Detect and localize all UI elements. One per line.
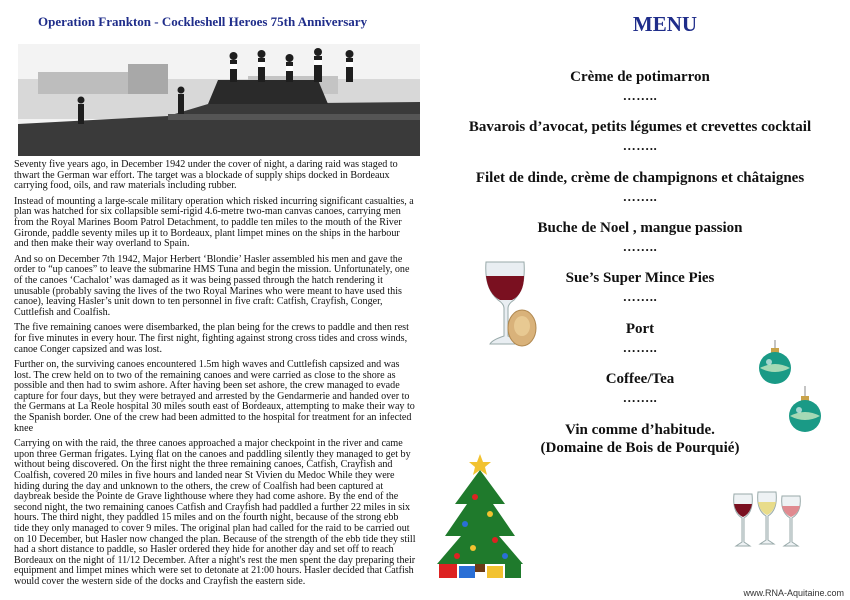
story-paragraph: Further on, the surviving canoes encountered 1.5m high waves and Cuttlefish capsized and was lost. The crew held on to two of the remaining canoes and were carried as close to the shore as possible and then had to swim ashore. After having been set ashore, the crew managed to evade capture for four days, but they were betrayed and arrested by the Gendarmerie and handed over to the Germans at La Reole hospital 30 miles south east of Bordeaux, attempting to make their way to the Spanish border. One of the crew had been admitted to the hospital for treatment for an infected knee [14, 359, 415, 434]
menu-course: Bavarois d’avocat, petits légumes et crevettes cocktail [468, 119, 812, 135]
story-paragraph: Instead of mounting a large-scale military operation which risked incurring significant casualties, a plan was hatched for six collapsible semi-rigid 4.6-metre two-man canvas canoes, carrying men from the Royal Marines Boom Patrol Detachment, to paddle ten miles to the mouth of the River Gironde, paddle seventy miles up it to Bordeaux, plant limpet mines on the ships in the harbour and then make their way overland to Spain. [14, 195, 414, 250]
menu-title: MENU [632, 12, 698, 36]
story-paragraph: The five remaining canoes were disembarked, the plan being for the crews to paddle and then rest for five minutes in every hour. The first night, fighting against strong cross tides and cross winds, canoe Conger capsized and was lost. [14, 322, 409, 355]
menu-course: Sue’s Super Mince Pies [565, 270, 715, 286]
story-paragraph: Carrying on with the raid, the three canoes approached a major checkpoint in the river and came upon three German frigates. Lying flat on the canoes and paddling silently they managed to get by without being discovered. On the first night the three remaining canoes, Catfish, Crayfish and Coalfish, covered 20 miles in five hours and landed near St Vivien du Medoc While they were hiding during the day and unknown to the others, the crew of Coalfish had been captured at daybreak beside the Pointe de Grave lighthouse where they had come ashore. By the end of the second night, the two remaining canoes Catfish and Crayfish had paddled a further 22 miles in six hours. The third night, they paddled 15 miles and on the fourth night, because of the strong ebb tide they only managed to cover 9 miles. The original plan had called for the raid to be carried out on 10 December, but Hasler now changed the plan. Because of the strength of the ebb tide they still had a short distance to paddle, so Hasler ordered they hide for another day and set off to reach Bordeaux on the night of 11/12 December. After a night's rest the men spent the day preparing their equipment and limpet mines which were set to detonate at 21:00 hours. Hasler decided that Catfish would cover the western side of the docks and Crayfish the eastern side. [14, 438, 416, 587]
wine-line: Vin comme d’habitude. [565, 422, 715, 438]
menu-column [430, 0, 850, 600]
menu-course: Crème de potimarron [570, 69, 710, 85]
wine-glasses-icon [730, 490, 805, 552]
course-separator: …….. [622, 88, 658, 103]
course-separator: …….. [622, 340, 658, 355]
menu-course: Filet de dinde, crème de champignons et châtaignes [475, 170, 805, 186]
story-text [14, 160, 416, 593]
story-paragraph: And so on December 7th 1942, Major Herbert ‘Blondie’ Hasler assembled his men and gave the order to “up canoes” to leave the submarine HMS Tuna and begin the mission. Unfortunately, one of the canoes ‘Cachalot’ was damaged as it was being passed through the hatch rendering it unusable (probably saving the lives of the two Royal Marines who were meant to have used this canoe), leaving Hasler’s unit down to ten personnel in five craft: Catfish, Crayfish, Conger, Cuttlefish and Coalfish. [14, 253, 410, 318]
document-title: Operation Frankton - Cockleshell Heroes 75th Anniversary [38, 14, 368, 29]
menu-course: Port [625, 321, 655, 337]
submarine-crew-photo [18, 44, 420, 156]
christmas-bauble-icon [785, 386, 825, 438]
course-separator: …….. [622, 239, 658, 254]
course-separator: …….. [622, 189, 658, 204]
wine-glass-icon [480, 258, 540, 353]
course-separator: …….. [622, 289, 658, 304]
course-separator: …….. [622, 390, 658, 405]
story-column [14, 0, 416, 600]
story-paragraph: Seventy five years ago, in December 1942 under the cover of night, a daring raid was staged to thwart the German war effort. The target was a blockade of supply ships docked in Bordeaux carrying food, oils, and raw materials including rubber. [14, 159, 398, 192]
menu-course: Coffee/Tea [605, 371, 675, 387]
christmas-tree-icon [435, 452, 525, 580]
wine-line: (Domaine de Bois de Pourquié) [540, 440, 740, 456]
site-watermark: www.RNA-Aquitaine.com [743, 588, 844, 598]
menu-course: Buche de Noel , mangue passion [537, 220, 743, 236]
christmas-bauble-icon [755, 340, 795, 390]
course-separator: …….. [622, 138, 658, 153]
